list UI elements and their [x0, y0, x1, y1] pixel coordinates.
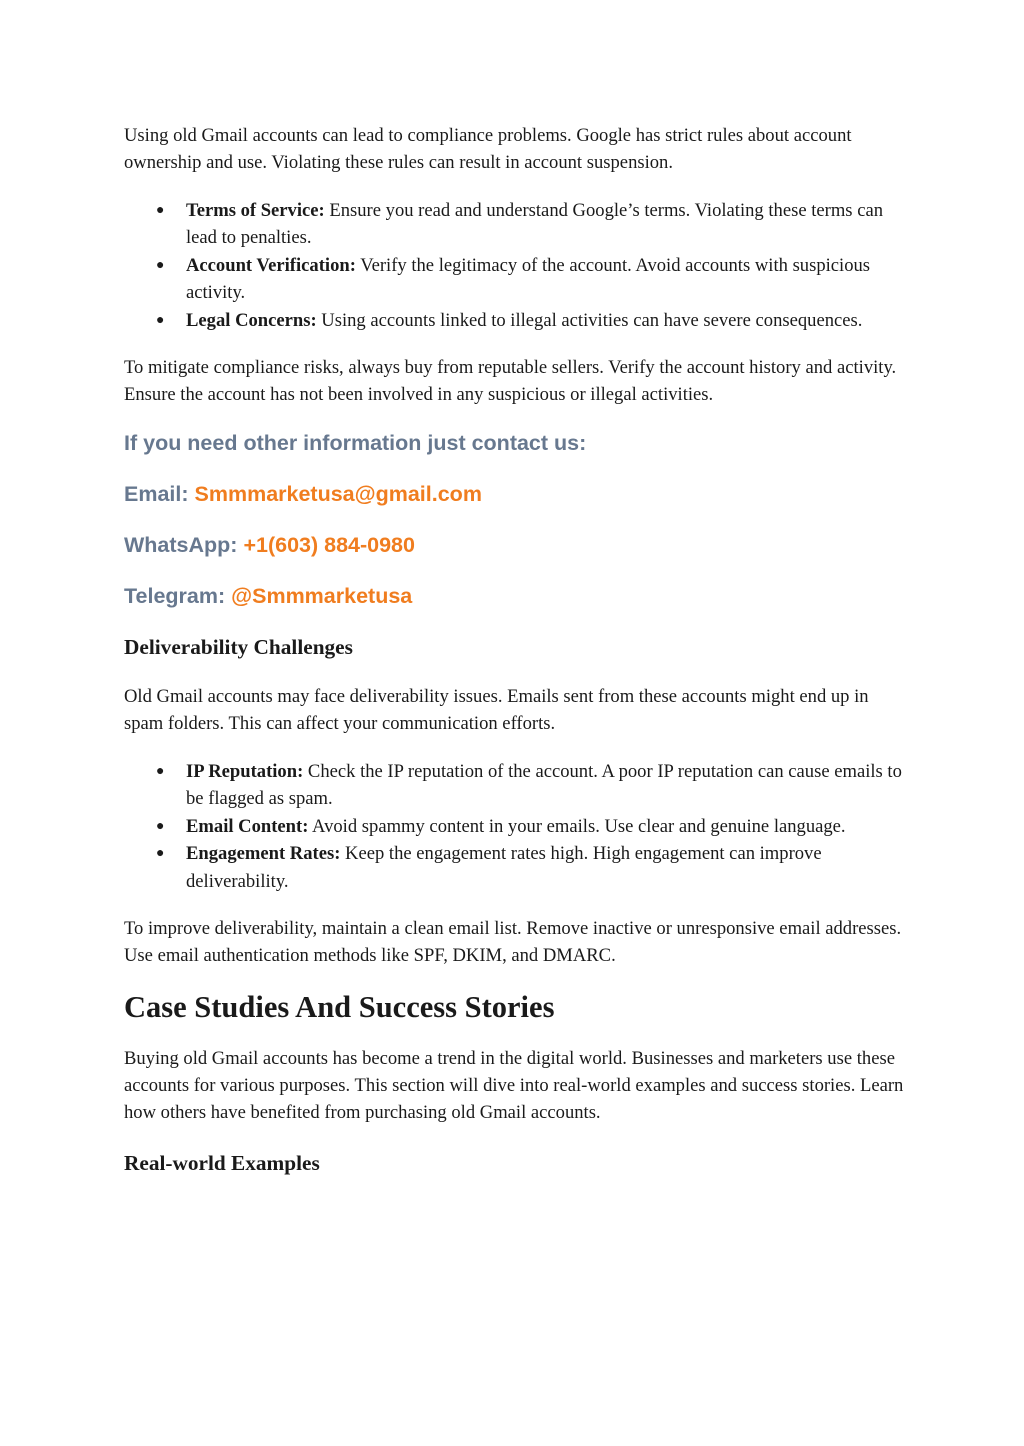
telegram-link[interactable]: @Smmmarketusa — [231, 584, 413, 609]
bullet-icon: ● — [156, 312, 165, 328]
bullet-icon: ● — [156, 257, 165, 273]
telegram-line — [124, 583, 904, 610]
list-item-text: Ensure you read and understand Google’s terms. Violating these terms can lead to penalties. — [186, 200, 883, 249]
document-page — [124, 122, 904, 1177]
email-line — [124, 481, 904, 508]
bullet-icon: ● — [156, 846, 165, 862]
real-world-heading: Real-world Examples — [124, 1151, 320, 1176]
bullet-icon: ● — [156, 203, 165, 218]
list-item-text: Avoid spammy content in your emails. Use clear and genuine language. — [308, 815, 846, 837]
list-item-term: Terms of Service: — [186, 200, 325, 221]
list-item-term: IP Reputation: — [186, 761, 304, 783]
email-label: Email: — [124, 482, 195, 507]
list-item-text: Check the IP reputation of the account. A poor IP reputation can cause emails to be flagged as spam. — [186, 761, 902, 810]
bullet-icon: ● — [156, 818, 165, 834]
intro-paragraph: Using old Gmail accounts can lead to compliance problems. Google has strict rules about account ownership and use. Violating these rules can result in account suspension. — [124, 125, 852, 173]
whatsapp-line — [124, 532, 904, 559]
telegram-label: Telegram: — [124, 584, 232, 609]
list-item-term: Legal Concerns: — [186, 309, 317, 331]
email-link[interactable]: Smmmarketusa@gmail.com — [194, 482, 482, 507]
deliverability-paragraph: Old Gmail accounts may face deliverability issues. Emails sent from these accounts might end up in spam folders. This can affect your communication efforts. — [124, 686, 869, 735]
list-item — [124, 840, 904, 895]
list-item-text: Using accounts linked to illegal activities can have severe consequences. — [316, 309, 863, 331]
list-item — [124, 307, 904, 334]
mitigate-paragraph: To mitigate compliance risks, always buy from reputable sellers. Verify the account history and activity. Ensure the account has not been involved in any suspicious or illegal activities. — [124, 357, 897, 406]
whatsapp-link[interactable]: +1(603) 884-0980 — [243, 533, 415, 558]
list-item — [124, 813, 904, 840]
list-item-text: Verify the legitimacy of the account. Avoid accounts with suspicious activity. — [186, 254, 871, 304]
list-item — [124, 252, 904, 307]
contact-heading: If you need other information just contact us: — [124, 431, 587, 456]
deliverability-closing: To improve deliverability, maintain a clean email list. Remove inactive or unresponsive email addresses. Use email authentication methods like SPF, DKIM, and DMARC. — [124, 918, 902, 967]
deliverability-list — [124, 758, 904, 895]
compliance-list — [124, 197, 904, 334]
list-item — [124, 197, 904, 252]
deliverability-heading: Deliverability Challenges — [124, 635, 353, 660]
list-item — [124, 758, 904, 813]
list-item-text: Keep the engagement rates high. High engagement can improve deliverability. — [186, 843, 822, 892]
list-item-term: Engagement Rates: — [186, 843, 341, 865]
bullet-icon: ● — [156, 764, 165, 780]
list-item-term: Email Content: — [186, 815, 309, 837]
case-studies-paragraph: Buying old Gmail accounts has become a trend in the digital world. Businesses and marketers use these accounts for various purposes. This section will dive into real-world examples and success stories. Learn how others have benefited from purchasing old Gmail accounts. — [124, 1048, 904, 1124]
case-studies-heading: Case Studies And Success Stories — [124, 990, 555, 1025]
list-item-term: Account Verification: — [186, 254, 356, 276]
whatsapp-label: WhatsApp: — [124, 533, 244, 558]
